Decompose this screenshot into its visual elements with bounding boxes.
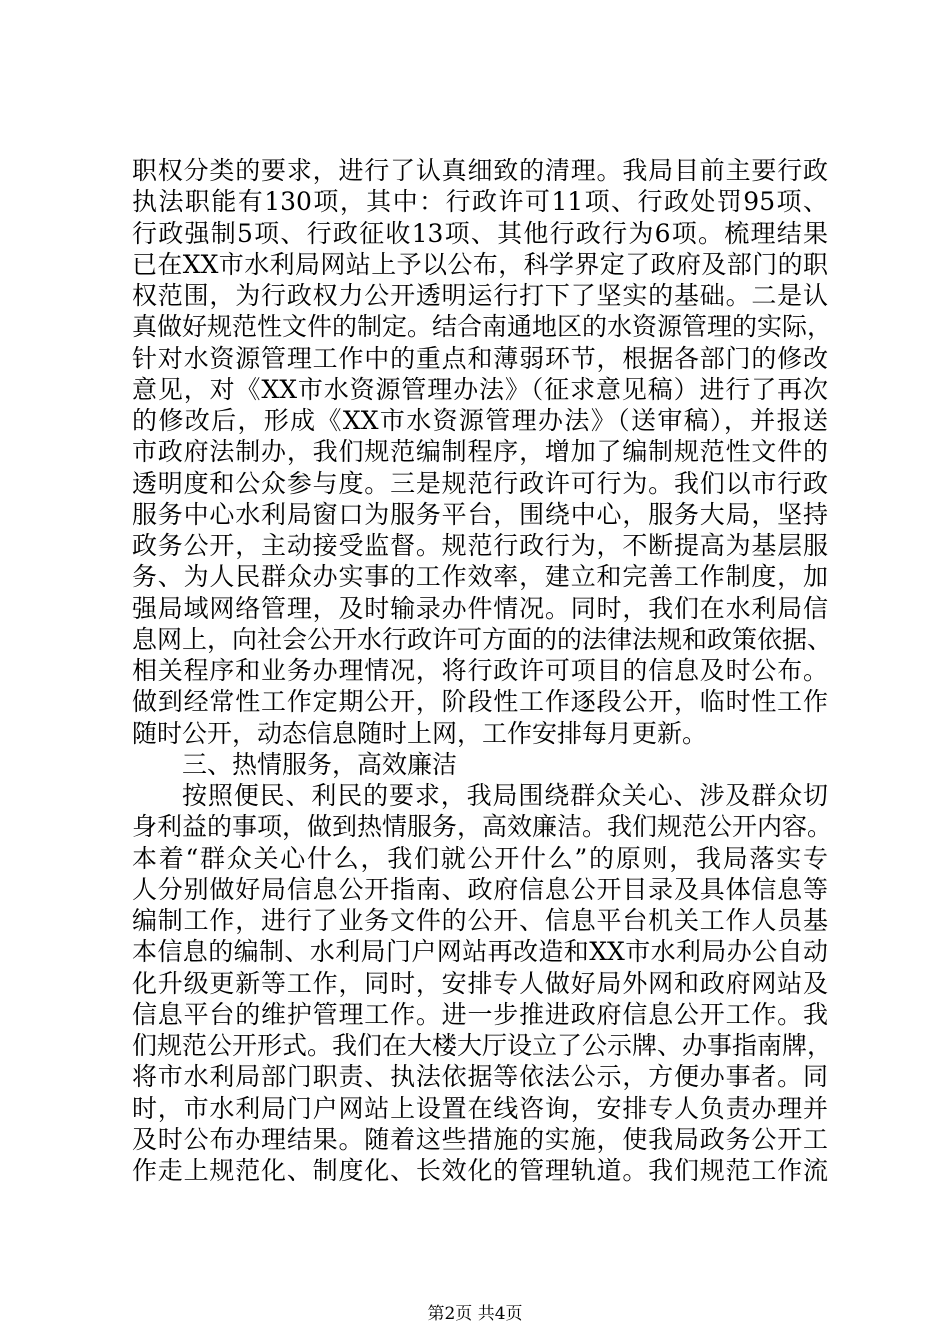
body-line: 市政府法制办，我们规范编制程序，增加了编制规范性文件的	[132, 437, 828, 467]
body-line: 真做好规范性文件的制定。结合南通地区的水资源管理的实际，	[132, 312, 833, 342]
body-line: 针对水资源管理工作中的重点和薄弱环节，根据各部门的修改	[132, 343, 828, 373]
document-body	[132, 155, 833, 1186]
body-line: 职权分类的要求，进行了认真细致的清理。我局目前主要行政	[132, 156, 828, 185]
body-line: 编制工作，进行了业务文件的公开、信息平台机关工作人员基	[132, 906, 828, 935]
page-number-footer: 第2页 共4页	[427, 1304, 523, 1324]
body-line: 随时公开，动态信息随时上网，工作安排每月更新。	[132, 718, 708, 748]
body-line: 政务公开，主动接受监督。规范行政行为，不断提高为基层服	[132, 531, 828, 560]
body-line: 强局域网络管理，及时输录办件情况。同时，我们在水利局信	[132, 593, 828, 623]
body-line: 行政强制5项、行政征收13项、其他行政行为6项。梳理结果	[132, 218, 828, 248]
body-line: 执法职能有130项，其中：行政许可11项、行政处罚95项、	[132, 187, 828, 217]
body-line: 人分别做好局信息公开指南、政府信息公开目录及具体信息等	[132, 874, 828, 904]
body-line: 做到经常性工作定期公开，阶段性工作逐段公开，临时性工作	[132, 687, 828, 717]
body-line: 时，市水利局门户网站上设置在线咨询，安排专人负责办理并	[132, 1093, 828, 1123]
section-heading: 三、热情服务，高效廉洁	[182, 749, 458, 779]
body-line: 意见，对《XX市水资源管理办法》（征求意见稿）进行了再次	[132, 374, 828, 404]
body-line: 相关程序和业务办理情况，将行政许可项目的信息及时公布。	[132, 656, 828, 685]
body-line: 按照便民、利民的要求，我局围绕群众关心、涉及群众切	[182, 781, 828, 810]
body-line: 息网上，向社会公开水行政许可方面的的法律法规和政策依据、	[132, 624, 833, 654]
body-line: 信息平台的维护管理工作。进一步推进政府信息公开工作。我	[132, 999, 828, 1029]
body-line: 的修改后，形成《XX市水资源管理办法》（送审稿），并报送	[132, 406, 828, 435]
body-line: 已在XX市水利局网站上予以公布，科学界定了政府及部门的职	[132, 249, 828, 279]
body-line: 作走上规范化、制度化、长效化的管理轨道。我们规范工作流	[132, 1156, 828, 1185]
body-line: 本着“群众关心什么，我们就公开什么”的原则，我局落实专	[132, 843, 828, 873]
body-line: 本信息的编制、水利局门户网站再改造和XX市水利局办公自动	[132, 937, 828, 967]
body-line: 服务中心水利局窗口为服务平台，围绕中心，服务大局，坚持	[132, 499, 828, 529]
body-line: 化升级更新等工作，同时，安排专人做好局外网和政府网站及	[132, 968, 828, 998]
body-line: 透明度和公众参与度。三是规范行政许可行为。我们以市行政	[132, 468, 828, 498]
body-line: 身利益的事项，做到热情服务，高效廉洁。我们规范公开内容。	[132, 812, 833, 842]
body-line: 将市水利局部门职责、执法依据等依法公示，方便办事者。同	[132, 1062, 828, 1092]
body-line: 们规范公开形式。我们在大楼大厅设立了公示牌、办事指南牌，	[132, 1031, 833, 1060]
body-line: 及时公布办理结果。随着这些措施的实施，使我局政务公开工	[132, 1124, 828, 1154]
body-line: 权范围，为行政权力公开透明运行打下了坚实的基础。二是认	[132, 281, 828, 310]
body-line: 务、为人民群众办实事的工作效率，建立和完善工作制度，加	[132, 562, 828, 592]
